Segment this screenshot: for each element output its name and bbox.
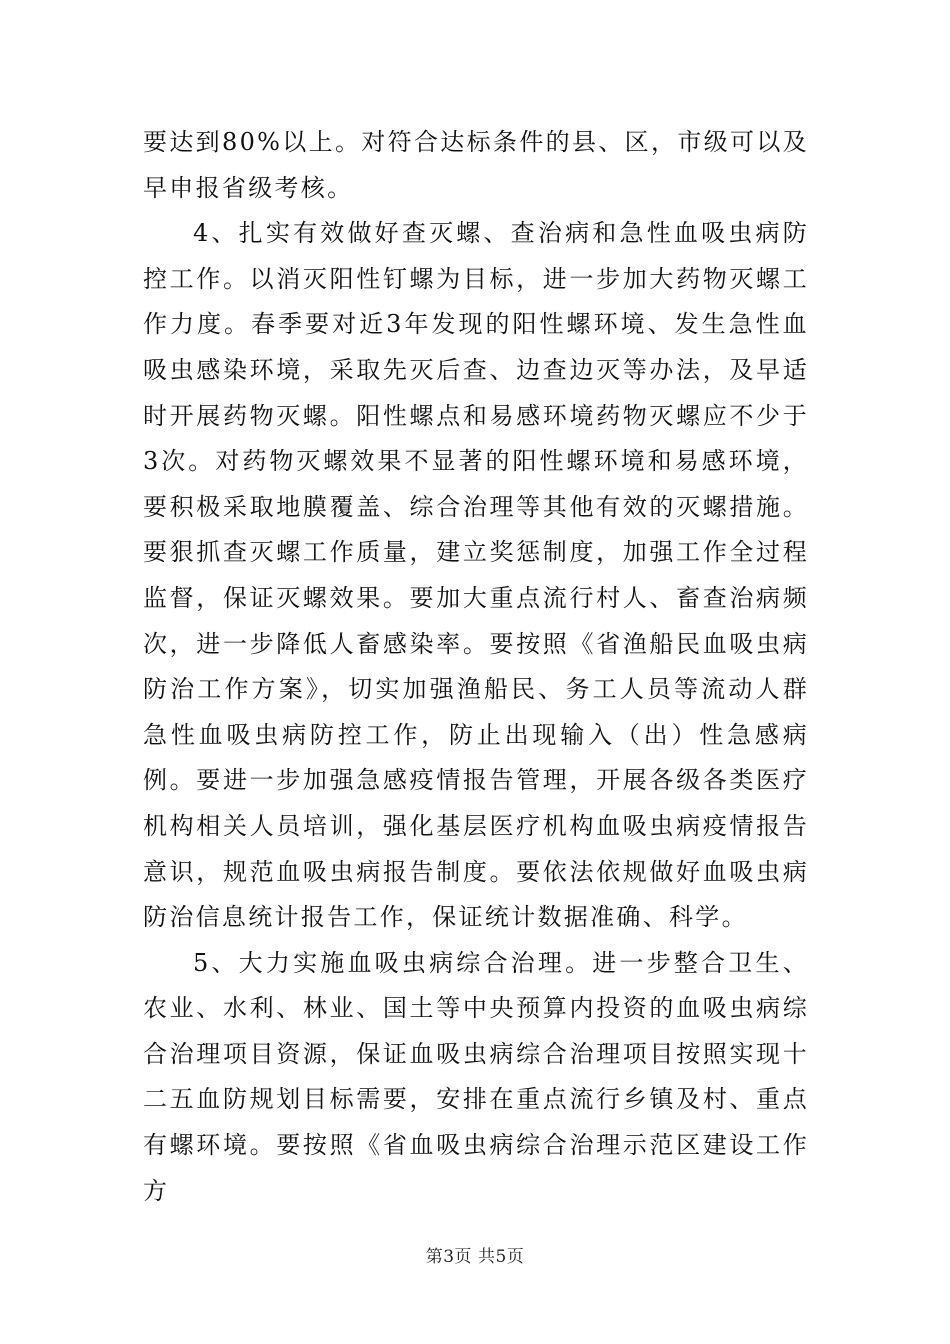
page-number-footer: 第3页 共5页 xyxy=(425,1247,525,1267)
paragraph-item-5: 5、大力实施血吸虫病综合治理。进一步整合卫生、农业、水利、林业、国土等中央预算内投资的血吸虫病综合治理项目资源，保证血吸虫病综合治理项目按照实现十二五血防规划目标需要，安排在重点流行乡镇及村、重点有螺环境。要按照《省血吸虫病综合治理示范区建设工作方 xyxy=(143,948,809,1205)
paragraph-continuation: 要达到80%以上。对符合达标条件的县、区，市级可以及早申报省级考核。 xyxy=(143,128,809,202)
paragraph-item-4: 4、扎实有效做好查灭螺、查治病和急性血吸虫病防控工作。以消灭阳性钉螺为目标，进一步加大药物灭螺工作力度。春季要对近3年发现的阳性螺环境、发生急性血吸虫感染环境，采取先灭后查、边查边灭等办法，及早适时开展药物灭螺。阳性螺点和易感环境药物灭螺应不少于3次。对药物灭螺效果不显著的阳性螺环境和易感环境，要积极采取地膜覆盖、综合治理等其他有效的灭螺措施。要狠抓查灭螺工作质量，建立奖惩制度，加强工作全过程监督，保证灭螺效果。要加大重点流行村人、畜查治病频次，进一步降低人畜感染率。要按照《省渔船民血吸虫病防治工作方案》，切实加强渔船民、务工人员等流动人群急性血吸虫病防控工作，防止出现输入（出）性急感病例。要进一步加强急感疫情报告管理，开展各级各类医疗机构相关人员培训，强化基层医疗机构血吸虫病疫情报告意识，规范血吸虫病报告制度。要依法依规做好血吸虫病防治信息统计报告工作，保证统计数据准确、科学。 xyxy=(143,219,809,932)
document-body xyxy=(143,120,809,1214)
